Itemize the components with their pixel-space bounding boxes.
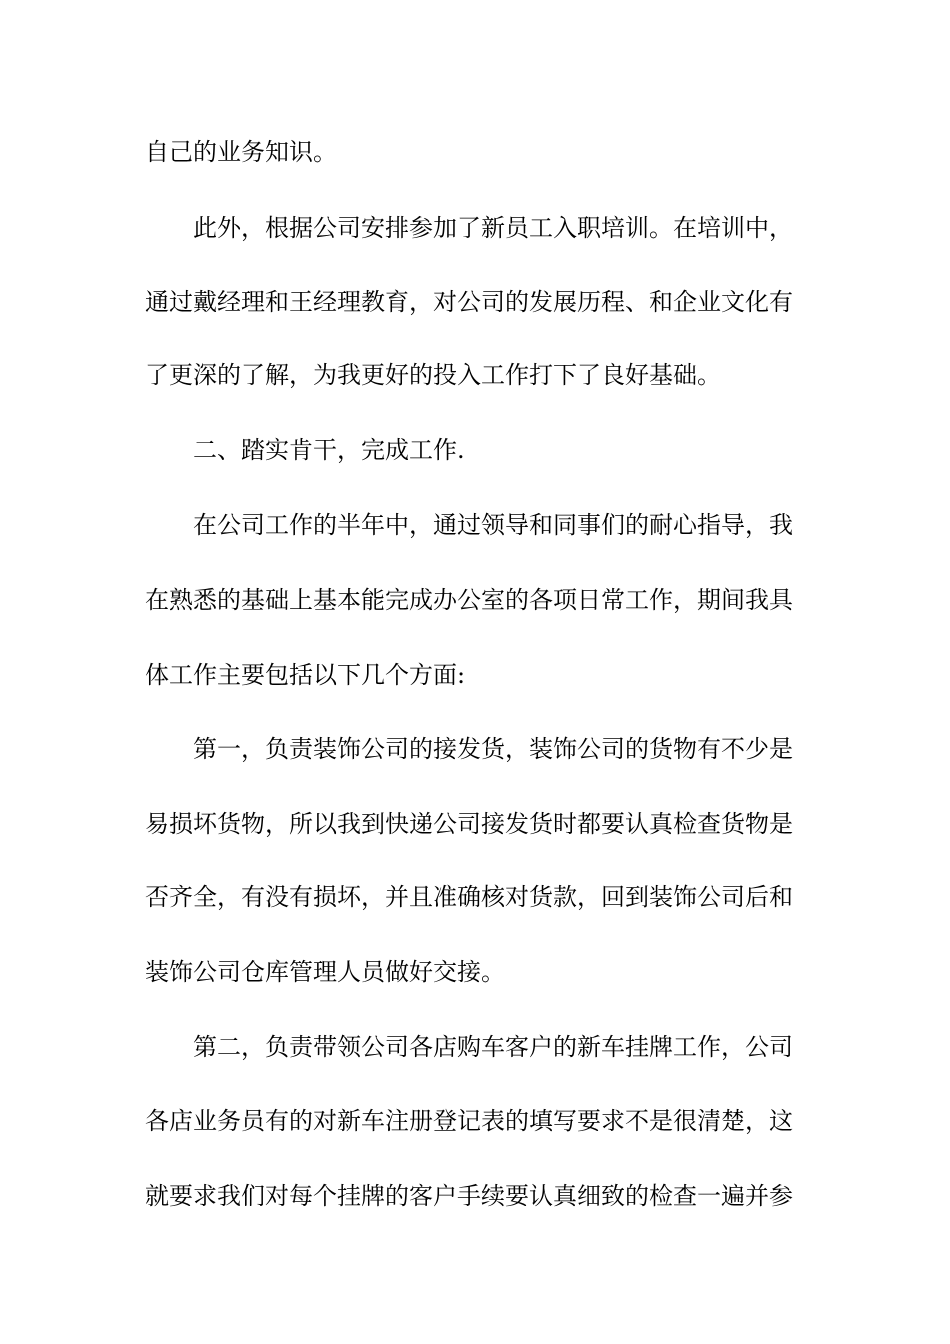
text-line: 就要求我们对每个挂牌的客户手续要认真细致的检查一遍并参 — [145, 1182, 793, 1210]
text-line: 了更深的了解，为我更好的投入工作打下了良好基础。 — [145, 361, 721, 389]
text-line: 易损坏货物，所以我到快递公司接发货时都要认真检查货物是 — [145, 810, 793, 838]
text-line: 在熟悉的基础上基本能完成办公室的各项日常工作，期间我具 — [145, 586, 793, 614]
section-heading: 二、踏实肯干，完成工作. — [193, 436, 465, 464]
paragraph-first-line: 在公司工作的半年中，通过领导和同事们的耐心指导，我 — [193, 511, 793, 539]
text-line: 各店业务员有的对新车注册登记表的填写要求不是很清楚，这 — [145, 1107, 793, 1135]
paragraph-first-line: 第二，负责带领公司各店购车客户的新车挂牌工作，公司 — [193, 1033, 793, 1061]
text-line: 自己的业务知识。 — [145, 138, 337, 166]
text-line: 否齐全，有没有损坏，并且准确核对货款，回到装饰公司后和 — [145, 883, 793, 911]
text-line: 体工作主要包括以下几个方面: — [145, 661, 466, 689]
paragraph-first-line: 第一，负责装饰公司的接发货，装饰公司的货物有不少是 — [193, 735, 793, 763]
text-line: 装饰公司仓库管理人员做好交接。 — [145, 958, 505, 986]
paragraph-first-line: 此外，根据公司安排参加了新员工入职培训。在培训中， — [193, 214, 793, 242]
text-line: 通过戴经理和王经理教育，对公司的发展历程、和企业文化有 — [145, 288, 793, 316]
